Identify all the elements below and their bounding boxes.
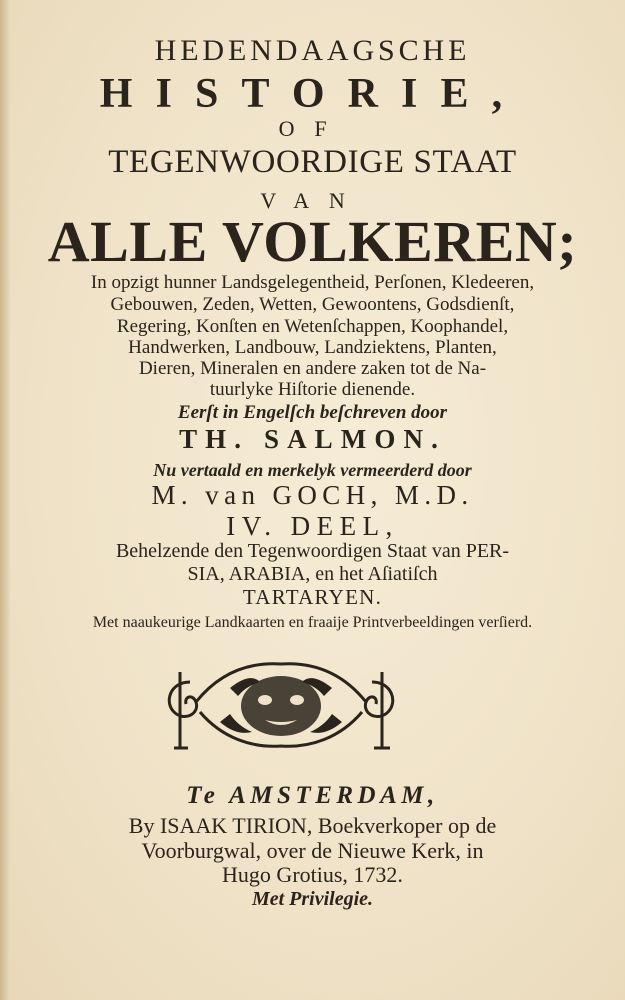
description-line-3: Regering, Konſten en Wetenſchappen, Koophandel, [116,316,509,337]
title-line-1: HEDENDAAGSCHE [154,34,471,67]
author-intro: Eerſt in Engelſch beſchreven door [177,402,448,423]
printers-ornament-icon [160,652,402,756]
title-line-3: OF [278,116,347,141]
description-line-5: Dieren, Mineralen en andere zaken tot de Na- [138,358,487,379]
author-name: TH. SALMON. [179,424,446,454]
title-line-2: HISTORIE, [99,71,526,117]
translator-intro: Nu vertaald en merkelyk vermeerderd door [153,460,472,480]
volume-contents-line-3: TARTARYEN. [242,585,383,609]
description-line-1: In opzigt hunner Landsgelegentheid, Perſonen, Kledeeren, [90,272,535,293]
title-line-4: TEGENWOORDIGE STAAT [108,144,517,180]
title-line-5: VAN [260,188,365,213]
translator-name: M. van GOCH, M.D. [151,480,474,510]
imprint-publisher: By ISAAK TIRION, Boekverkoper op de [128,813,497,838]
imprint-privilege: Met Privilegie. [251,888,374,910]
description-line-2: Gebouwen, Zeden, Wetten, Gewoontens, Godsdienſt, [110,294,515,315]
volume-contents-line-1: Behelzende den Tegenwoordigen Staat van PER- [115,540,510,562]
volume-contents-line-2: SIA, ARABIA, en het Aſiatiſch [187,563,438,585]
imprint-sign-year: Hugo Grotius, 1732. [222,862,403,887]
description-line-4: Handwerken, Landbouw, Landziektens, Planten, [128,337,497,358]
imprint-city: Te AMSTERDAM, [186,782,439,809]
imprint-address: Voorburgwal, over de Nieuwe Kerk, in [141,838,484,863]
illustrations-note: Met naaukeurige Landkaarten en fraaije Printverbeeldingen verſierd. [92,614,533,631]
description-line-6: tuurlyke Hiſtorie dienende. [209,379,416,400]
volume-label: IV. DEEL, [226,511,399,541]
title-line-6: ALLE VOLKEREN; [47,209,578,274]
